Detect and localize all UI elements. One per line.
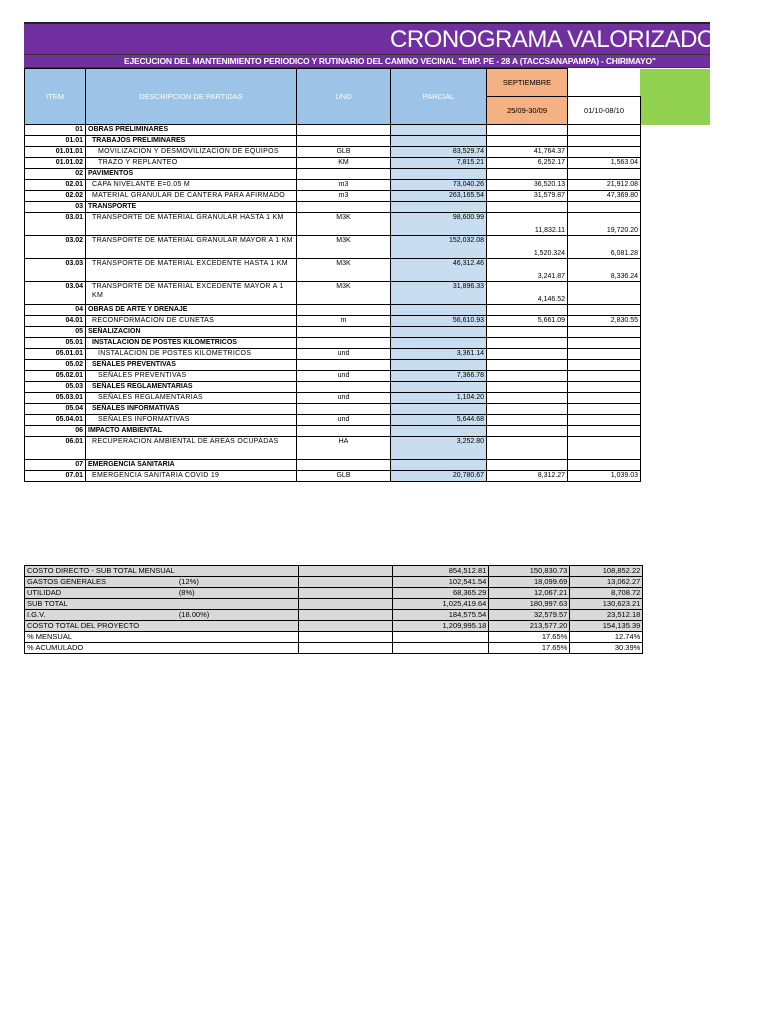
- summary-parcial: 102,541.54: [393, 577, 489, 588]
- row-item: 01.01: [25, 136, 86, 147]
- summary-period-1: 17.65%: [489, 632, 570, 643]
- summary-table: [24, 565, 643, 654]
- row-parcial: 3,361.14: [391, 349, 487, 360]
- schedule-body: [25, 125, 641, 482]
- row-period-2: [568, 169, 641, 180]
- row-description: TRANSPORTE DE MATERIAL GRANULAR MAYOR A 1 KM: [86, 236, 297, 259]
- row-period-2: [568, 360, 641, 371]
- table-row: [25, 382, 641, 393]
- row-period-2: [568, 371, 641, 382]
- summary-row: [25, 643, 643, 654]
- summary-unit-blank: [299, 588, 393, 599]
- summary-period-2: 30.39%: [570, 643, 643, 654]
- row-period-2: [568, 147, 641, 158]
- row-period-2: 8,336.24: [568, 259, 641, 282]
- summary-unit-blank: [299, 632, 393, 643]
- summary-unit-blank: [299, 610, 393, 621]
- summary-period-2: 8,708.72: [570, 588, 643, 599]
- summary-percent: [177, 632, 299, 643]
- row-description: SEÑALES INFORMATIVAS: [86, 404, 297, 415]
- row-description: SEÑALES REGLAMENTARIAS: [86, 382, 297, 393]
- row-unit: [297, 202, 391, 213]
- row-period-1: [487, 460, 568, 471]
- summary-row: [25, 577, 643, 588]
- row-item: 04: [25, 305, 86, 316]
- row-description: OBRAS PRELIMINARES: [86, 125, 297, 136]
- table-row: [25, 327, 641, 338]
- summary-label: % ACUMULADO: [25, 643, 177, 654]
- row-parcial: [391, 360, 487, 371]
- row-parcial: 73,040.26: [391, 180, 487, 191]
- row-description: TRAZO Y REPLANTEO: [86, 158, 297, 169]
- table-row: [25, 236, 641, 259]
- row-unit: und: [297, 415, 391, 426]
- row-period-2: [568, 460, 641, 471]
- summary-period-1: 17.65%: [489, 643, 570, 654]
- row-item: 05.03.01: [25, 393, 86, 404]
- row-description: INSTALACION DE POSTES KILOMETRICOS: [86, 338, 297, 349]
- row-unit: [297, 338, 391, 349]
- table-row: [25, 338, 641, 349]
- row-period-2: [568, 282, 641, 305]
- subtitle-bar: [24, 54, 710, 68]
- row-period-1: 8,312.27: [487, 471, 568, 482]
- summary-period-1: 12,067.21: [489, 588, 570, 599]
- row-description: TRANSPORTE DE MATERIAL EXCEDENTE HASTA 1 KM: [86, 259, 297, 282]
- row-description: IMPACTO AMBIENTAL: [86, 426, 297, 437]
- summary-label: COSTO DIRECTO - SUB TOTAL MENSUAL: [25, 566, 177, 577]
- summary-percent: (8%): [177, 588, 299, 599]
- row-parcial: [391, 338, 487, 349]
- row-period-2: [568, 415, 641, 426]
- row-unit: M3K: [297, 236, 391, 259]
- row-period-1: [487, 305, 568, 316]
- row-unit: [297, 460, 391, 471]
- row-item: 03.03: [25, 259, 86, 282]
- row-description: SEÑALIZACION: [86, 327, 297, 338]
- row-unit: [297, 404, 391, 415]
- row-period-1: 36,520.13: [487, 180, 568, 191]
- row-parcial: 56,610.93: [391, 316, 487, 327]
- row-period-1: 31,579.87: [487, 191, 568, 202]
- summary-period-2: 12.74%: [570, 632, 643, 643]
- row-parcial: 31,896.33: [391, 282, 487, 305]
- row-description: SEÑALES PREVENTIVAS: [86, 360, 297, 371]
- summary-label: I.G.V.: [25, 610, 177, 621]
- header-period-1: 25/09-30/09: [487, 97, 568, 125]
- row-unit: [297, 327, 391, 338]
- row-parcial: 46,312.46: [391, 259, 487, 282]
- row-period-1: [487, 415, 568, 426]
- row-item: 03: [25, 202, 86, 213]
- row-item: 05.01.01: [25, 349, 86, 360]
- summary-period-2: 23,512.18: [570, 610, 643, 621]
- row-description: TRANSPORTE DE MATERIAL GRANULAR HASTA 1 KM: [86, 213, 297, 236]
- row-unit: [297, 125, 391, 136]
- summary-percent: [177, 643, 299, 654]
- row-description: MATERIAL GRANULAR DE CANTERA PARA AFIRMADO: [86, 191, 297, 202]
- row-period-2: 19,720.20: [568, 213, 641, 236]
- row-item: 01.01.01: [25, 147, 86, 158]
- summary-unit-blank: [299, 566, 393, 577]
- summary-period-1: 150,830.73: [489, 566, 570, 577]
- row-period-2: [568, 202, 641, 213]
- row-parcial: 3,252.80: [391, 437, 487, 460]
- summary-unit-blank: [299, 599, 393, 610]
- row-parcial: [391, 426, 487, 437]
- row-period-1: 11,832.11: [487, 213, 568, 236]
- row-unit: und: [297, 371, 391, 382]
- row-period-1: 3,241.87: [487, 259, 568, 282]
- row-period-1: [487, 327, 568, 338]
- row-description: INSTALACION DE POSTES KILOMETRICOS: [86, 349, 297, 360]
- table-row: [25, 191, 641, 202]
- row-unit: M3K: [297, 213, 391, 236]
- table-row: [25, 471, 641, 482]
- row-parcial: [391, 202, 487, 213]
- table-row: [25, 460, 641, 471]
- row-period-2: [568, 393, 641, 404]
- row-parcial: [391, 136, 487, 147]
- summary-period-2: 130,623.21: [570, 599, 643, 610]
- summary-label: % MENSUAL: [25, 632, 177, 643]
- row-item: 01: [25, 125, 86, 136]
- row-period-1: 6,252.17: [487, 158, 568, 169]
- row-unit: und: [297, 393, 391, 404]
- row-description: RECUPERACION AMBIENTAL DE AREAS OCUPADAS: [86, 437, 297, 460]
- row-period-2: [568, 437, 641, 460]
- summary-row: [25, 588, 643, 599]
- table-row: [25, 393, 641, 404]
- summary-parcial: 1,025,419.64: [393, 599, 489, 610]
- row-description: RECONFORMACION DE CUNETAS: [86, 316, 297, 327]
- header-empty: [568, 69, 641, 97]
- row-item: 02.02: [25, 191, 86, 202]
- row-period-2: [568, 404, 641, 415]
- summary-parcial: 854,512.81: [393, 566, 489, 577]
- row-description: PAVIMENTOS: [86, 169, 297, 180]
- row-period-1: [487, 426, 568, 437]
- schedule-table: [24, 68, 641, 482]
- row-period-1: [487, 404, 568, 415]
- page-title: CRONOGRAMA VALORIZADO: [390, 26, 716, 53]
- summary-period-2: 108,852.22: [570, 566, 643, 577]
- row-unit: m3: [297, 191, 391, 202]
- table-row: [25, 147, 641, 158]
- table-row: [25, 349, 641, 360]
- row-unit: GLB: [297, 147, 391, 158]
- header-und: UND: [297, 69, 391, 125]
- row-period-2: [568, 349, 641, 360]
- table-row: [25, 360, 641, 371]
- row-period-1: [487, 125, 568, 136]
- row-period-2: [568, 327, 641, 338]
- row-description: EMERGENCIA SANITARIA: [86, 460, 297, 471]
- row-period-1: [487, 338, 568, 349]
- row-description: SEÑALES REGLAMENTARIAS: [86, 393, 297, 404]
- row-period-1: 41,764.37: [487, 147, 568, 158]
- summary-percent: [177, 599, 299, 610]
- row-parcial: 263,165.54: [391, 191, 487, 202]
- row-description: TRABAJOS PRELIMINARES: [86, 136, 297, 147]
- summary-period-2: 13,062.27: [570, 577, 643, 588]
- row-period-2: [568, 338, 641, 349]
- row-unit: M3K: [297, 282, 391, 305]
- table-row: [25, 180, 641, 191]
- summary-percent: (12%): [177, 577, 299, 588]
- row-unit: KM: [297, 158, 391, 169]
- row-period-1: [487, 382, 568, 393]
- row-unit: GLB: [297, 471, 391, 482]
- row-unit: [297, 360, 391, 371]
- row-description: OBRAS DE ARTE Y DRENAJE: [86, 305, 297, 316]
- summary-unit-blank: [299, 621, 393, 632]
- row-unit: [297, 169, 391, 180]
- row-description: MOVILIZACIÓN Y DESMOVILIZACIÓN DE EQUIPOS: [86, 147, 297, 158]
- row-period-2: [568, 426, 641, 437]
- row-period-2: [568, 305, 641, 316]
- summary-row: [25, 621, 643, 632]
- row-parcial: 5,644.68: [391, 415, 487, 426]
- summary-unit-blank: [299, 643, 393, 654]
- row-description: SEÑALES INFORMATIVAS: [86, 415, 297, 426]
- row-parcial: 7,366.78: [391, 371, 487, 382]
- summary-unit-blank: [299, 577, 393, 588]
- row-item: 02: [25, 169, 86, 180]
- row-description: SEÑALES PREVENTIVAS: [86, 371, 297, 382]
- summary-percent: (18.00%): [177, 610, 299, 621]
- table-row: [25, 125, 641, 136]
- header-item: ITEM: [25, 69, 86, 125]
- row-parcial: 152,032.08: [391, 236, 487, 259]
- title-bar: [24, 22, 716, 54]
- summary-row: [25, 599, 643, 610]
- summary-body: [25, 566, 643, 654]
- row-parcial: 1,104.20: [391, 393, 487, 404]
- row-item: 03.04: [25, 282, 86, 305]
- header-parcial: PARCIAL: [391, 69, 487, 125]
- row-period-1: 1,520.324: [487, 236, 568, 259]
- row-parcial: 7,815.21: [391, 158, 487, 169]
- table-row: [25, 136, 641, 147]
- row-unit: m3: [297, 180, 391, 191]
- summary-label: UTILIDAD: [25, 588, 177, 599]
- table-row: [25, 158, 641, 169]
- row-unit: [297, 136, 391, 147]
- row-item: 05.02: [25, 360, 86, 371]
- summary-parcial: [393, 632, 489, 643]
- row-period-2: 1,563.04: [568, 158, 641, 169]
- row-period-2: [568, 125, 641, 136]
- summary-period-1: 213,577.20: [489, 621, 570, 632]
- row-parcial: 83,529.74: [391, 147, 487, 158]
- row-period-1: [487, 202, 568, 213]
- table-row: [25, 202, 641, 213]
- green-header-block: [640, 69, 710, 125]
- row-description: CAPA NIVELANTE E=0.05 M: [86, 180, 297, 191]
- summary-parcial: 184,575.54: [393, 610, 489, 621]
- row-item: 01.01.02: [25, 158, 86, 169]
- row-parcial: [391, 460, 487, 471]
- row-period-2: [568, 136, 641, 147]
- table-row: [25, 305, 641, 316]
- row-period-1: [487, 169, 568, 180]
- summary-period-1: 18,099.69: [489, 577, 570, 588]
- row-period-2: [568, 382, 641, 393]
- row-period-2: 47,369.80: [568, 191, 641, 202]
- summary-period-1: 180,997.63: [489, 599, 570, 610]
- row-period-1: [487, 437, 568, 460]
- row-item: 07: [25, 460, 86, 471]
- row-period-1: [487, 371, 568, 382]
- row-parcial: 98,600.99: [391, 213, 487, 236]
- summary-row: [25, 566, 643, 577]
- summary-row: [25, 610, 643, 621]
- row-parcial: [391, 305, 487, 316]
- summary-parcial: 1,209,995.18: [393, 621, 489, 632]
- row-item: 06: [25, 426, 86, 437]
- row-item: 05.01: [25, 338, 86, 349]
- row-period-2: 6,081.28: [568, 236, 641, 259]
- row-item: 05.03: [25, 382, 86, 393]
- row-item: 03.01: [25, 213, 86, 236]
- row-period-2: 1,039.03: [568, 471, 641, 482]
- table-row: [25, 415, 641, 426]
- row-unit: M3K: [297, 259, 391, 282]
- row-unit: [297, 426, 391, 437]
- row-period-1: [487, 360, 568, 371]
- table-row: [25, 282, 641, 305]
- header-period-2: 01/10-08/10: [568, 97, 641, 125]
- summary-parcial: 68,365.29: [393, 588, 489, 599]
- row-parcial: 20,780.67: [391, 471, 487, 482]
- summary-row: [25, 632, 643, 643]
- row-item: 07.01: [25, 471, 86, 482]
- row-item: 02.01: [25, 180, 86, 191]
- row-period-2: 2,830.55: [568, 316, 641, 327]
- table-row: [25, 213, 641, 236]
- row-parcial: [391, 327, 487, 338]
- table-row: [25, 259, 641, 282]
- row-unit: HA: [297, 437, 391, 460]
- table-row: [25, 316, 641, 327]
- summary-label: SUB TOTAL: [25, 599, 177, 610]
- table-row: [25, 437, 641, 460]
- row-item: 03.02: [25, 236, 86, 259]
- header-month: SEPTIEMBRE: [487, 69, 568, 97]
- summary-percent: [177, 566, 299, 577]
- row-parcial: [391, 169, 487, 180]
- row-description: TRANSPORTE DE MATERIAL EXCEDENTE MAYOR A 1 KM: [86, 282, 297, 305]
- row-description: TRANSPORTE: [86, 202, 297, 213]
- row-item: 04.01: [25, 316, 86, 327]
- table-row: [25, 169, 641, 180]
- row-period-1: 4,146.52: [487, 282, 568, 305]
- row-description: EMERGENCIA SANITARIA COVID 19: [86, 471, 297, 482]
- row-parcial: [391, 125, 487, 136]
- row-item: 05.02.01: [25, 371, 86, 382]
- summary-label: COSTO TOTAL DEL PROYECTO: [25, 621, 177, 632]
- row-period-1: [487, 393, 568, 404]
- summary-period-1: 32,579.57: [489, 610, 570, 621]
- row-item: 05.04: [25, 404, 86, 415]
- summary-period-2: 154,135.39: [570, 621, 643, 632]
- table-row: [25, 426, 641, 437]
- row-item: 05: [25, 327, 86, 338]
- row-period-1: [487, 349, 568, 360]
- row-unit: [297, 305, 391, 316]
- table-row: [25, 371, 641, 382]
- row-item: 06.01: [25, 437, 86, 460]
- header-descripcion: DESCRIPCION DE PARTIDAS: [86, 69, 297, 125]
- row-period-1: 5,661.09: [487, 316, 568, 327]
- summary-label: GASTOS GENERALES: [25, 577, 177, 588]
- row-parcial: [391, 382, 487, 393]
- row-unit: [297, 382, 391, 393]
- row-parcial: [391, 404, 487, 415]
- summary-parcial: [393, 643, 489, 654]
- row-period-2: 21,912.08: [568, 180, 641, 191]
- row-period-1: [487, 136, 568, 147]
- row-item: 05.04.01: [25, 415, 86, 426]
- row-unit: und: [297, 349, 391, 360]
- summary-percent: [177, 621, 299, 632]
- table-row: [25, 404, 641, 415]
- page-subtitle: EJECUCION DEL MANTENIMIENTO PERIODICO Y RUTINARIO DEL CAMINO VECINAL "EMP. PE - 28 A (TACCSANAPAMPA) - CHIRIMAYO": [124, 56, 656, 66]
- row-unit: m: [297, 316, 391, 327]
